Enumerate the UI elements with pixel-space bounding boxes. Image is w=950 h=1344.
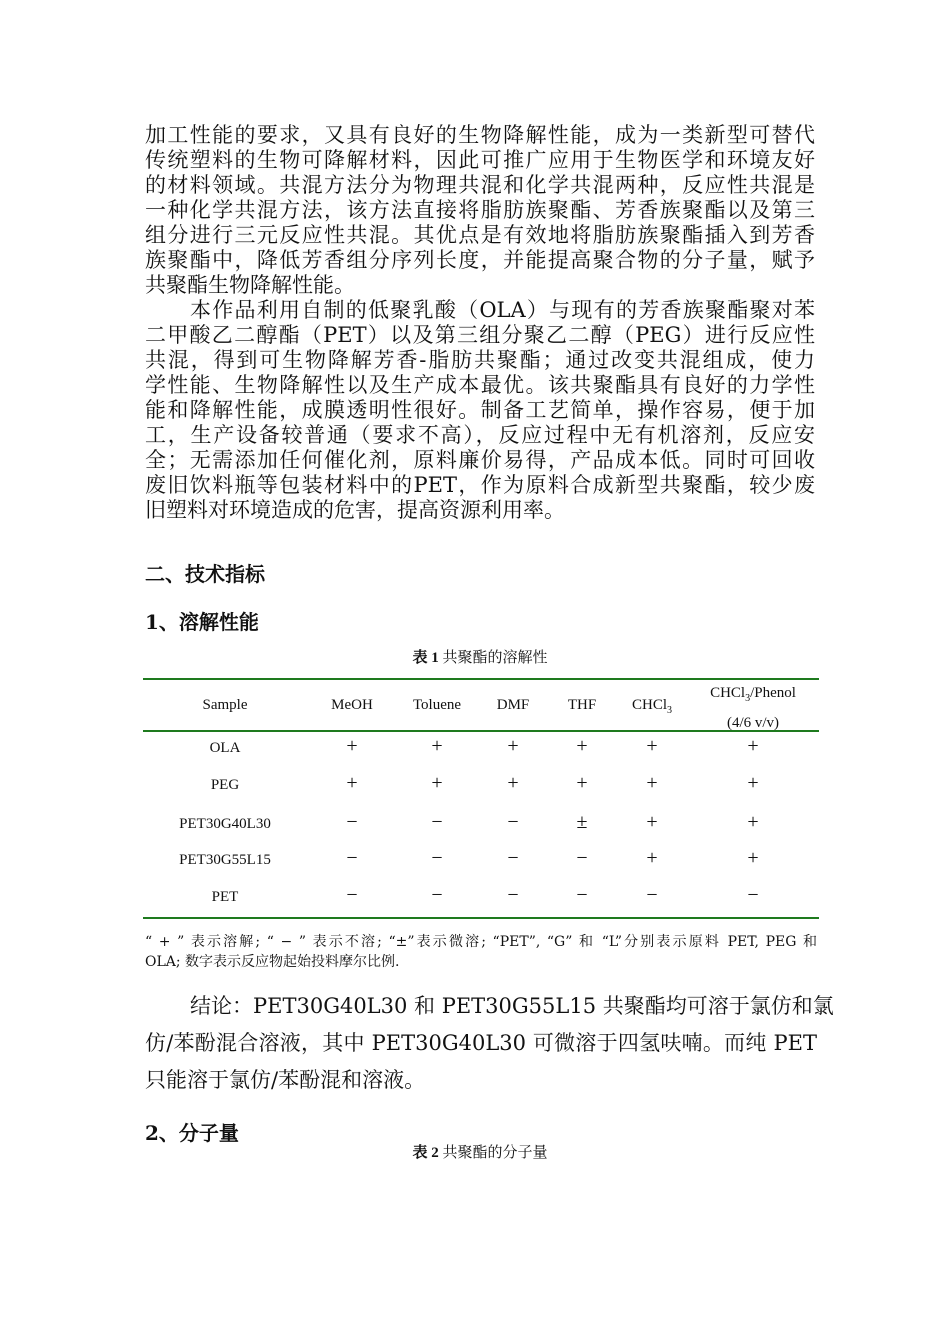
paragraph-line: 组分进行三元反应性共混。其优点是有效地将脂肪族聚酯插入到芳香: [145, 223, 815, 247]
paragraph-line: 能和降解性能，成膜透明性很好。制备工艺简单，操作容易，便于加: [145, 398, 815, 422]
paragraph-line: 工，生产设备较普通（要求不高），反应过程中无有机溶剂，反应安: [145, 423, 815, 447]
solubility-cell: +: [576, 735, 588, 757]
solubility-cell: +: [646, 847, 658, 869]
header-dmf: DMF: [496, 697, 530, 713]
header-phenol-suffix: /Phenol: [750, 685, 796, 701]
header-toluene: Toluene: [412, 697, 462, 713]
solubility-cell: −: [346, 847, 358, 869]
paragraph-line: 传统塑料的生物可降解材料，因此可推广应用于生物医学和环境友好: [145, 148, 815, 172]
solubility-cell: +: [747, 847, 759, 869]
conclusion-line-2: 仿/苯酚混合溶液，其中 PET30G40L30 可微溶于四氢呋喃。而纯 PET: [145, 1031, 817, 1055]
solubility-cell: −: [507, 811, 519, 833]
conclusion-line-3: 只能溶于氯仿/苯酚混和溶液。: [145, 1068, 426, 1092]
header-chcl3-phenol-sub: 3: [745, 693, 751, 704]
sample-name-cell: PEG: [210, 777, 240, 793]
header-meoh: MeOH: [331, 697, 373, 713]
table2-caption: [0, 1141, 950, 1162]
header-sample: Sample: [202, 697, 248, 713]
section-heading: 二、技术指标: [145, 562, 265, 586]
solubility-cell: +: [747, 735, 759, 757]
table1-caption-label: 表 1: [412, 650, 439, 666]
paragraph-line: 全；无需添加任何催化剂，原料廉价易得，产品成本低。同时可回收: [145, 448, 815, 472]
solubility-cell: −: [346, 884, 358, 906]
subsection-heading-molecular-weight: 2、分子量: [145, 1121, 239, 1145]
solubility-cell: −: [507, 847, 519, 869]
header-chcl3-text: CHCl: [631, 697, 667, 713]
solubility-cell: −: [646, 884, 658, 906]
sample-name-cell: PET: [211, 889, 239, 905]
table-bottom-rule: [143, 917, 819, 919]
table1-caption: [0, 646, 950, 667]
header-ratio: (4/6 v/v): [726, 715, 780, 731]
sample-name-cell: PET30G40L30: [179, 816, 271, 832]
solubility-cell: −: [576, 884, 588, 906]
solubility-cell: −: [507, 884, 519, 906]
paragraph-line: 族聚酯中，降低芳香组分序列长度，并能提高聚合物的分子量，赋予: [145, 248, 815, 272]
solubility-cell: +: [346, 735, 358, 757]
solubility-cell: +: [747, 772, 759, 794]
header-chcl3-phenol: [678, 681, 828, 735]
table1-note-line-2: OLA; 数字表示反应物起始投料摩尔比例.: [145, 954, 400, 970]
solubility-cell: −: [576, 847, 588, 869]
sample-name-cell: PET30G55L15: [179, 852, 271, 868]
solubility-cell: +: [346, 772, 358, 794]
paragraph-line: 学性能、生物降解性以及生产成本最优。该共聚酯具有良好的力学性: [145, 373, 815, 397]
solubility-cell: −: [747, 884, 759, 906]
table2-caption-label: 表 2: [412, 1145, 439, 1161]
solubility-cell: ±: [576, 811, 588, 833]
paragraph-line: 一种化学共混方法，该方法直接将脂肪族聚酯、芳香族聚酯以及第三: [145, 198, 815, 222]
paragraph-line: 的材料领域。共混方法分为物理共混和化学共混两种，反应性共混是: [145, 173, 815, 197]
paragraph-line: 二甲酸乙二醇酯（PET）以及第三组分聚乙二醇（PEG）进行反应性: [145, 323, 815, 347]
header-thf: THF: [567, 697, 597, 713]
solubility-cell: +: [747, 811, 759, 833]
solubility-cell: +: [576, 772, 588, 794]
header-chcl3-phenol-text: CHCl: [710, 685, 746, 701]
solubility-cell: −: [431, 847, 443, 869]
solubility-cell: +: [431, 772, 443, 794]
solubility-cell: −: [431, 811, 443, 833]
solubility-cell: −: [431, 884, 443, 906]
paragraph-line: 共聚酯生物降解性能。: [145, 273, 355, 297]
solubility-cell: +: [646, 772, 658, 794]
sample-name-cell: OLA: [209, 740, 241, 756]
header-chcl3-sub: 3: [667, 705, 672, 716]
table2-caption-text: 共聚酯的分子量: [438, 1145, 548, 1161]
paragraph-line: 加工性能的要求，又具有良好的生物降解性能，成为一类新型可替代: [145, 123, 815, 147]
paragraph-line: 旧塑料对环境造成的危害，提高资源利用率。: [145, 498, 565, 522]
subsection-heading-solubility: 1、溶解性能: [145, 610, 259, 634]
solubility-cell: +: [646, 735, 658, 757]
table-top-rule: [143, 678, 819, 680]
table1-caption-text: 共聚酯的溶解性: [438, 650, 548, 666]
paragraph-line: 共混，得到可生物降解芳香-脂肪共聚酯；通过改变共混组成，使力: [145, 348, 815, 372]
solubility-cell: +: [646, 811, 658, 833]
conclusion-line-1: 结论：PET30G40L30 和 PET30G55L15 共聚酯均可溶于氯仿和氯: [190, 994, 834, 1018]
solubility-cell: +: [507, 735, 519, 757]
solubility-cell: +: [431, 735, 443, 757]
paragraph-line: 本作品利用自制的低聚乳酸（OLA）与现有的芳香族聚酯聚对苯: [190, 298, 815, 322]
table1-note-line-1: “ + ” 表示溶解; “ − ” 表示不溶; “±”表示微溶; “PET”, “G” 和 “L”分别表示原料 PET, PEG 和: [145, 934, 817, 950]
solubility-cell: +: [507, 772, 519, 794]
solubility-cell: −: [346, 811, 358, 833]
paragraph-line: 废旧饮料瓶等包装材料中的PET，作为原料合成新型共聚酯，较少废: [145, 473, 815, 497]
